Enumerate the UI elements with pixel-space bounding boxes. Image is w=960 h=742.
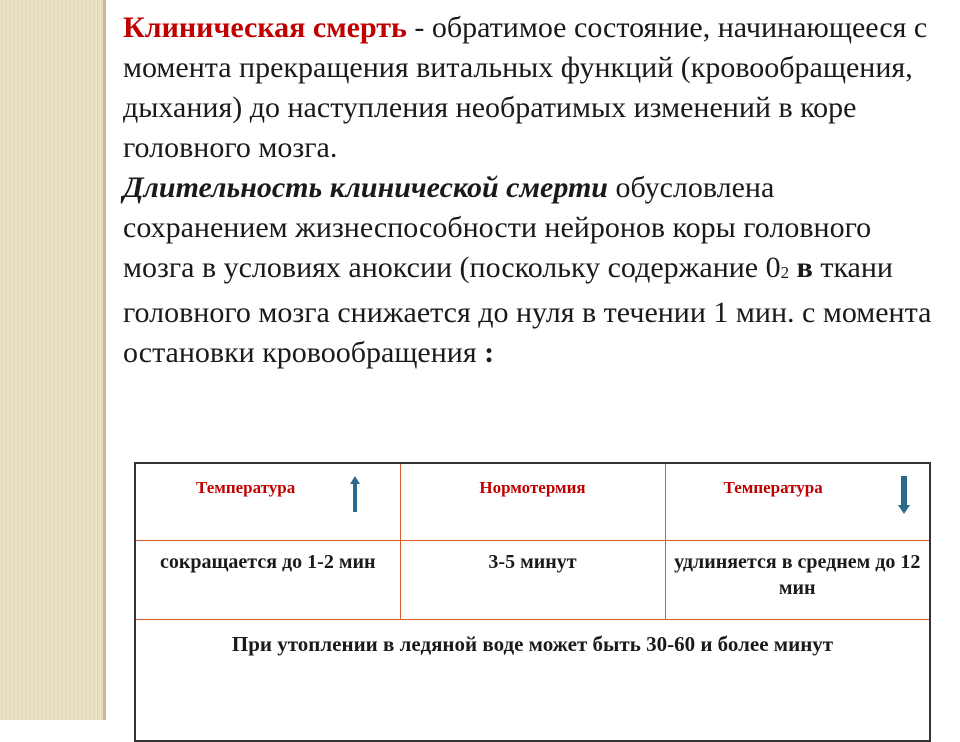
header-temperature-low	[665, 463, 930, 541]
temperature-table	[134, 462, 931, 742]
header-label: Температура	[196, 478, 296, 497]
arrow-up-icon	[350, 476, 360, 512]
cell-icy-water-note: При утоплении в ледяной воде может быть 30-60 и более минут	[135, 620, 930, 742]
header-label: Температура	[723, 478, 823, 497]
header-label: Нормотермия	[479, 478, 586, 497]
cell-lengthened: удлиняется в среднем до 12 мин	[665, 541, 930, 620]
duration-text-1: обусловлена сохранением жизнеспособности нейронов коры головного мозга в условиях аноксии (поскольку содержание 0	[123, 171, 872, 284]
header-temperature-high	[135, 463, 400, 541]
side-decorative-stripe	[0, 0, 103, 720]
cell-shortened: сокращается до 1-2 мин	[135, 541, 400, 620]
table-header-row	[135, 463, 930, 541]
duration-text-2: ткани головного мозга снижается до нуля в течении 1 мин. с момента остановки кровообращения	[123, 251, 932, 369]
definition-paragraph	[123, 8, 943, 168]
colon-mark: :	[484, 336, 495, 369]
duration-paragraph	[123, 168, 943, 373]
header-normothermia	[400, 463, 665, 541]
slide-text	[123, 8, 943, 373]
bold-preposition: в	[789, 251, 813, 284]
side-divider	[103, 0, 106, 720]
arrow-down-icon	[898, 476, 910, 514]
cell-normal: 3-5 минут	[400, 541, 665, 620]
table-note-row	[135, 620, 930, 742]
term-duration: Длительность клинической смерти	[123, 171, 608, 204]
oxygen-subscript: 2	[780, 263, 790, 282]
definition-text: - обратимое состояние, начинающееся с момента прекращения витальных функций (кровообращения, дыхания) до наступления необратимых изменений в коре головного мозга.	[123, 11, 928, 164]
duration-table	[134, 462, 931, 717]
term-clinical-death: Клиническая смерть	[123, 11, 407, 44]
table-row	[135, 541, 930, 620]
